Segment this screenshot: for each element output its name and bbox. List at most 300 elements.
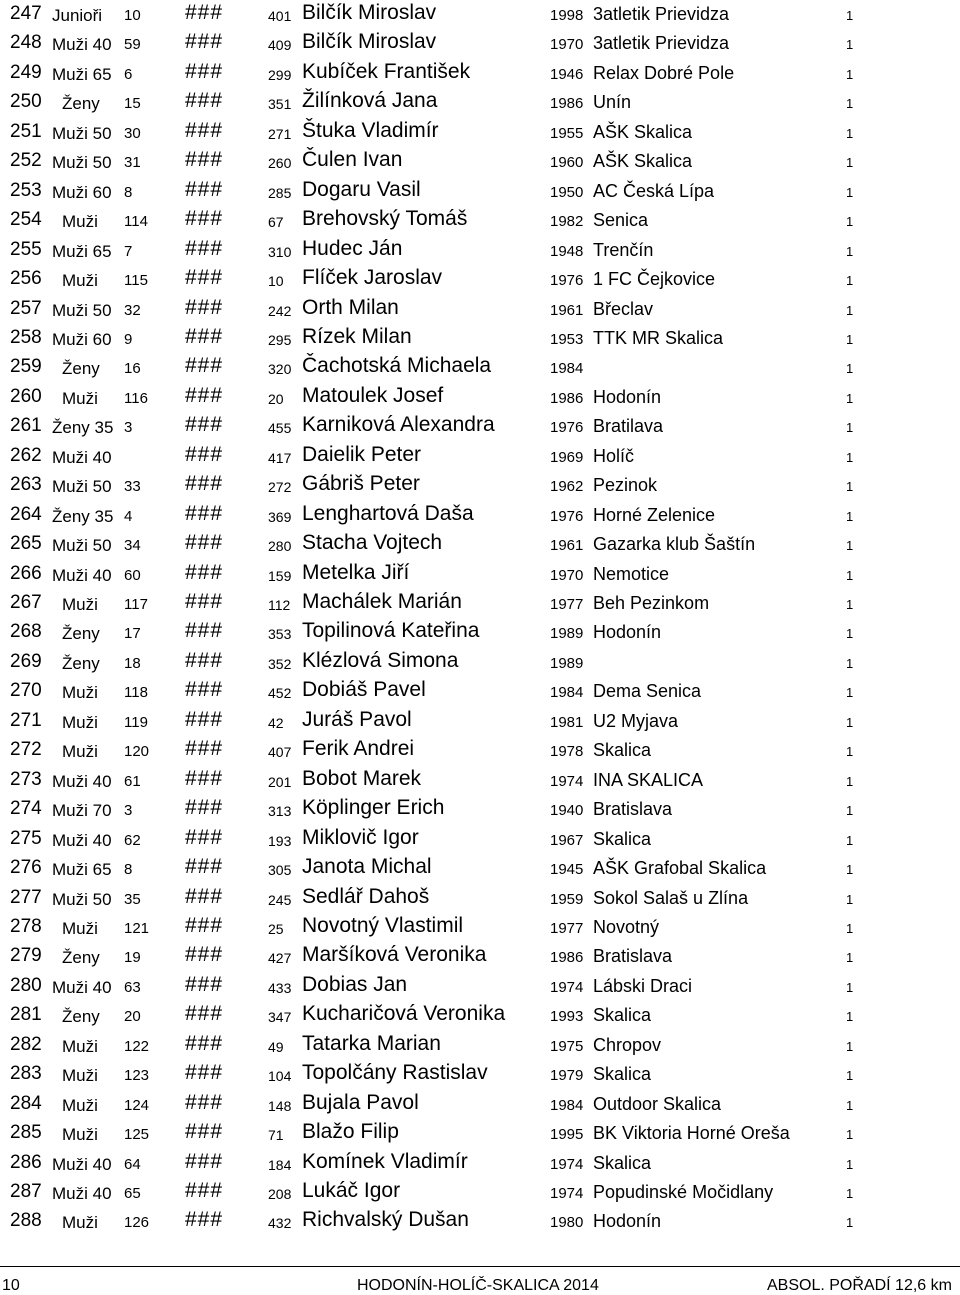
position-cell: 255	[10, 238, 42, 260]
position-cell: 285	[10, 1122, 42, 1144]
club-cell: Holíč	[593, 445, 635, 466]
category-rank-cell: 9	[124, 330, 133, 348]
count-cell: 1	[846, 508, 854, 524]
birth-year-cell: 1967	[550, 831, 584, 849]
runner-name-cell: Metelka Jiří	[302, 560, 410, 584]
start-number-cell: 427	[268, 950, 292, 967]
position-cell: 283	[10, 1063, 42, 1085]
category-rank-cell: 8	[124, 861, 133, 879]
time-cell: ###	[185, 207, 224, 231]
table-row	[0, 649, 960, 678]
category-rank-cell: 64	[124, 1155, 141, 1173]
birth-year-cell: 1986	[550, 389, 584, 407]
birth-year-cell: 1993	[550, 1008, 584, 1026]
position-cell: 261	[10, 415, 42, 437]
category-cell: Ženy 35	[52, 506, 114, 526]
club-cell: AC Česká Lípa	[593, 180, 715, 201]
position-cell: 263	[10, 474, 42, 496]
count-cell: 1	[846, 243, 854, 259]
position-cell: 260	[10, 385, 42, 407]
table-row	[0, 472, 960, 501]
category-cell: Muži 65	[52, 241, 112, 261]
birth-year-cell: 1950	[550, 183, 584, 201]
time-cell: ###	[185, 383, 224, 407]
category-rank-cell: 65	[124, 1185, 141, 1202]
category-cell: Muži	[62, 712, 98, 732]
time-cell: ###	[185, 266, 224, 290]
club-cell: Skalica	[593, 1064, 652, 1085]
table-row	[0, 1032, 960, 1061]
time-cell: ###	[185, 1120, 224, 1144]
category-cell: Muži 40	[52, 447, 112, 467]
table-row	[0, 30, 960, 59]
club-cell: Popudinské Močidlany	[593, 1182, 774, 1202]
birth-year-cell: 1984	[550, 360, 584, 378]
category-rank-cell: 15	[124, 95, 141, 113]
count-cell: 1	[846, 184, 854, 200]
position-cell: 275	[10, 827, 42, 849]
category-rank-cell: 34	[124, 537, 141, 555]
club-cell: Skalica	[593, 1152, 652, 1173]
category-rank-cell: 31	[124, 154, 141, 172]
club-cell: Unín	[593, 92, 632, 113]
position-cell: 251	[10, 120, 42, 142]
runner-name-cell: Richvalský Dušan	[302, 1208, 469, 1232]
category-cell: Muži 50	[52, 153, 112, 173]
birth-year-cell: 1961	[550, 301, 584, 319]
category-rank-cell: 116	[124, 389, 148, 407]
count-cell: 1	[846, 626, 854, 642]
time-cell: ###	[185, 89, 224, 113]
position-cell: 273	[10, 768, 42, 790]
birth-year-cell: 1982	[550, 213, 584, 231]
start-number-cell: 433	[268, 979, 292, 996]
time-cell: ###	[185, 501, 224, 525]
club-cell: 3atletik Prievidza	[593, 33, 730, 54]
start-number-cell: 417	[268, 449, 292, 466]
birth-year-cell: 1981	[550, 713, 584, 731]
category-cell: Junioři	[52, 6, 103, 25]
runner-name-cell: Štuka Vladimír	[302, 118, 439, 142]
position-cell: 272	[10, 739, 42, 761]
time-cell: ###	[185, 560, 224, 584]
birth-year-cell: 1960	[550, 154, 584, 172]
birth-year-cell: 1974	[550, 978, 584, 996]
club-cell: Horné Zelenice	[593, 504, 716, 525]
time-cell: ###	[185, 295, 224, 319]
start-number-cell: 347	[268, 1009, 292, 1026]
position-cell: 270	[10, 680, 42, 702]
category-cell: Muži 60	[52, 329, 112, 349]
count-cell: 1	[846, 1215, 854, 1231]
birth-year-cell: 1977	[550, 919, 584, 937]
category-cell: Ženy	[62, 1007, 100, 1027]
category-rank-cell: 123	[124, 1067, 150, 1085]
position-cell: 282	[10, 1033, 42, 1055]
start-number-cell: 242	[268, 302, 292, 319]
club-cell: 1 FC Čejkovice	[593, 269, 716, 290]
position-cell: 267	[10, 592, 42, 613]
table-row	[0, 384, 960, 413]
position-cell: 268	[10, 621, 42, 643]
birth-year-cell: 1961	[550, 537, 584, 555]
category-cell: Ženy 35	[52, 418, 114, 438]
club-cell: Pezinok	[593, 475, 658, 496]
time-cell: ###	[185, 590, 224, 613]
category-rank-cell: 19	[124, 949, 141, 967]
table-row	[0, 1179, 960, 1208]
position-cell: 279	[10, 945, 42, 967]
position-cell: 266	[10, 562, 42, 584]
table-row	[0, 737, 960, 766]
club-cell: Trenčín	[593, 239, 654, 260]
table-row	[0, 354, 960, 383]
table-row	[0, 1150, 960, 1179]
club-cell: Skalica	[593, 740, 652, 761]
birth-year-cell: 1946	[550, 65, 584, 83]
category-rank-cell: 125	[124, 1126, 150, 1144]
time-cell: ###	[185, 972, 224, 996]
birth-year-cell: 1976	[550, 507, 584, 525]
category-rank-cell: 32	[124, 301, 141, 319]
runner-name-cell: Rízek Milan	[302, 324, 412, 348]
category-rank-cell: 18	[124, 654, 141, 672]
time-cell: ###	[185, 148, 224, 172]
count-cell: 1	[846, 390, 854, 406]
position-cell: 287	[10, 1181, 42, 1202]
start-number-cell: 272	[268, 479, 292, 496]
runner-name-cell: Daielik Peter	[302, 442, 422, 466]
table-row	[0, 708, 960, 737]
category-cell: Muži	[62, 1213, 98, 1233]
club-cell: Bratislava	[593, 946, 673, 967]
table-row	[0, 296, 960, 325]
table-row	[0, 914, 960, 943]
time-cell: ###	[185, 825, 224, 849]
count-cell: 1	[846, 920, 854, 936]
start-number-cell: 310	[268, 243, 292, 260]
category-cell: Muži 50	[52, 300, 112, 320]
position-cell: 265	[10, 533, 42, 555]
birth-year-cell: 1955	[550, 124, 584, 142]
category-rank-cell: 30	[124, 124, 141, 142]
start-number-cell: 295	[268, 331, 292, 348]
time-cell: ###	[185, 30, 224, 54]
runner-name-cell: Brehovský Tomáš	[302, 207, 468, 231]
count-cell: 1	[846, 302, 854, 318]
start-number-cell: 305	[268, 862, 292, 879]
club-cell: Hodonín	[593, 622, 662, 643]
start-number-cell: 280	[268, 538, 292, 555]
position-cell: 258	[10, 326, 42, 348]
position-cell: 264	[10, 503, 42, 525]
category-rank-cell: 3	[124, 419, 133, 437]
club-cell: Skalica	[593, 1005, 652, 1026]
club-cell: Relax Dobré Pole	[593, 62, 735, 83]
position-cell: 247	[10, 3, 42, 24]
position-cell: 254	[10, 209, 42, 231]
category-cell: Muži	[62, 1095, 98, 1115]
birth-year-cell: 1962	[550, 478, 584, 496]
category-rank-cell: 35	[124, 890, 141, 908]
birth-year-cell: 1995	[550, 1126, 584, 1144]
start-number-cell: 271	[268, 125, 292, 142]
runner-name-cell: Čulen Ivan	[302, 148, 403, 172]
count-cell: 1	[846, 538, 854, 554]
category-rank-cell: 20	[124, 1008, 141, 1026]
category-cell: Ženy	[62, 653, 100, 673]
category-cell: Muži	[62, 212, 98, 232]
runner-name-cell: Lenghartová Daša	[302, 501, 474, 525]
category-rank-cell: 117	[124, 596, 148, 613]
category-cell: Muži	[62, 742, 98, 762]
runner-name-cell: Hudec Ján	[302, 236, 403, 260]
runner-name-cell: Köplinger Erich	[302, 796, 445, 820]
club-cell: U2 Myjava	[593, 710, 679, 731]
birth-year-cell: 1970	[550, 566, 584, 584]
runner-name-cell: Stacha Vojtech	[302, 531, 443, 555]
count-cell: 1	[846, 1127, 854, 1143]
count-cell: 1	[846, 125, 854, 141]
time-cell: ###	[185, 619, 224, 643]
time-cell: ###	[185, 796, 224, 820]
time-cell: ###	[185, 766, 224, 790]
count-cell: 1	[846, 655, 854, 671]
count-cell: 1	[846, 479, 854, 495]
time-cell: ###	[185, 236, 224, 260]
club-cell: BK Viktoria Horné Oreša	[593, 1123, 790, 1144]
footer-divider	[0, 1266, 960, 1267]
runner-name-cell: Flíček Jaroslav	[302, 266, 443, 290]
count-cell: 1	[846, 567, 854, 583]
start-number-cell: 313	[268, 803, 292, 820]
position-cell: 269	[10, 650, 42, 672]
position-cell: 280	[10, 974, 42, 996]
time-cell: ###	[185, 1061, 224, 1085]
club-cell: TTK MR Skalica	[593, 327, 724, 348]
table-row	[0, 413, 960, 442]
category-cell: Muži 65	[52, 64, 112, 84]
category-rank-cell: 16	[124, 360, 141, 378]
start-number-cell: 49	[268, 1038, 284, 1055]
table-row	[0, 237, 960, 266]
runner-name-cell: Tatarka Marian	[302, 1031, 441, 1055]
birth-year-cell: 1974	[550, 1155, 584, 1173]
category-rank-cell: 3	[124, 802, 133, 820]
position-cell: 259	[10, 356, 42, 378]
category-rank-cell: 62	[124, 831, 141, 849]
birth-year-cell: 1970	[550, 36, 584, 54]
position-cell: 271	[10, 709, 42, 731]
table-row	[0, 1208, 960, 1237]
runner-name-cell: Lukáč Igor	[302, 1179, 401, 1202]
category-cell: Muži	[62, 271, 98, 291]
runner-name-cell: Matoulek Josef	[302, 383, 444, 407]
club-cell: AŠK Grafobal Skalica	[593, 858, 767, 879]
club-cell: AŠK Skalica	[593, 121, 693, 142]
category-cell: Muži 40	[52, 771, 112, 791]
count-cell: 1	[846, 8, 854, 23]
position-cell: 253	[10, 179, 42, 201]
time-cell: ###	[185, 177, 224, 201]
category-rank-cell: 60	[124, 566, 141, 584]
time-cell: ###	[185, 1002, 224, 1026]
position-cell: 278	[10, 915, 42, 937]
category-rank-cell: 7	[124, 242, 133, 260]
position-cell: 286	[10, 1151, 42, 1173]
birth-year-cell: 1998	[550, 7, 584, 24]
category-cell: Muži	[62, 1036, 98, 1056]
position-cell: 277	[10, 886, 42, 908]
count-cell: 1	[846, 420, 854, 436]
start-number-cell: 320	[268, 361, 292, 378]
category-cell: Ženy	[62, 948, 100, 968]
category-rank-cell: 17	[124, 625, 141, 643]
start-number-cell: 351	[268, 96, 292, 113]
runner-name-cell: Topolčány Rastislav	[302, 1061, 488, 1085]
table-row	[0, 178, 960, 207]
club-cell: Bratislava	[593, 799, 673, 820]
club-cell: Hodonín	[593, 386, 662, 407]
birth-year-cell: 1953	[550, 330, 584, 348]
position-cell: 249	[10, 61, 42, 83]
category-cell: Ženy	[62, 94, 100, 114]
runner-name-cell: Maršíková Veronika	[302, 943, 487, 967]
count-cell: 1	[846, 37, 854, 53]
category-rank-cell: 10	[124, 7, 141, 24]
time-cell: ###	[185, 707, 224, 731]
runner-name-cell: Karniková Alexandra	[302, 413, 495, 437]
time-cell: ###	[185, 118, 224, 142]
start-number-cell: 42	[268, 714, 284, 731]
category-rank-cell: 8	[124, 183, 133, 201]
category-cell: Muži 40	[52, 977, 112, 997]
table-row	[0, 443, 960, 472]
count-cell: 1	[846, 96, 854, 112]
start-number-cell: 67	[268, 214, 284, 231]
count-cell: 1	[846, 273, 854, 289]
start-number-cell: 71	[268, 1127, 284, 1144]
time-cell: ###	[185, 1149, 224, 1173]
start-number-cell: 25	[268, 920, 284, 937]
category-cell: Muži 50	[52, 536, 112, 556]
start-number-cell: 299	[268, 66, 292, 83]
table-row	[0, 1, 960, 30]
time-cell: ###	[185, 1090, 224, 1114]
start-number-cell: 409	[268, 37, 292, 54]
table-row	[0, 973, 960, 1002]
time-cell: ###	[185, 324, 224, 348]
count-cell: 1	[846, 66, 854, 82]
count-cell: 1	[846, 979, 854, 995]
birth-year-cell: 1989	[550, 625, 584, 643]
category-cell: Muži 50	[52, 889, 112, 909]
count-cell: 1	[846, 1068, 854, 1084]
birth-year-cell: 1974	[550, 772, 584, 790]
table-row	[0, 325, 960, 354]
start-number-cell: 432	[268, 1215, 292, 1232]
category-rank-cell: 6	[124, 65, 133, 83]
category-cell: Muži	[62, 1066, 98, 1086]
birth-year-cell: 1969	[550, 448, 584, 466]
count-cell: 1	[846, 891, 854, 907]
runner-name-cell: Bujala Pavol	[302, 1090, 419, 1114]
table-row	[0, 207, 960, 236]
category-cell: Muži 65	[52, 860, 112, 880]
category-cell: Muži	[62, 1125, 98, 1145]
count-cell: 1	[846, 1186, 854, 1201]
time-cell: ###	[185, 59, 224, 83]
start-number-cell: 407	[268, 744, 292, 761]
start-number-cell: 352	[268, 655, 292, 672]
table-row	[0, 561, 960, 590]
runner-name-cell: Komínek Vladimír	[302, 1149, 468, 1173]
start-number-cell: 353	[268, 626, 292, 643]
runner-name-cell: Blažo Filip	[302, 1120, 399, 1144]
start-number-cell: 452	[268, 685, 292, 702]
club-cell: Skalica	[593, 828, 652, 849]
start-number-cell: 369	[268, 508, 292, 525]
club-cell: Bratilava	[593, 416, 664, 437]
category-rank-cell: 63	[124, 978, 141, 996]
category-rank-cell: 119	[124, 713, 148, 731]
time-cell: ###	[185, 1179, 224, 1202]
runner-name-cell: Sedlář Dahoš	[302, 884, 430, 908]
runner-name-cell: Bilčík Miroslav	[302, 30, 437, 54]
count-cell: 1	[846, 449, 854, 465]
table-row	[0, 1120, 960, 1149]
birth-year-cell: 1976	[550, 419, 584, 437]
time-cell: ###	[185, 855, 224, 879]
table-row	[0, 826, 960, 855]
time-cell: ###	[185, 531, 224, 555]
birth-year-cell: 1989	[550, 654, 584, 672]
club-cell: Beh Pezinkom	[593, 593, 710, 613]
start-number-cell: 260	[268, 155, 292, 172]
count-cell: 1	[846, 1156, 854, 1172]
club-cell: Lábski Draci	[593, 975, 693, 996]
birth-year-cell: 1977	[550, 596, 584, 613]
time-cell: ###	[185, 648, 224, 672]
birth-year-cell: 1948	[550, 242, 584, 260]
runner-name-cell: Dobias Jan	[302, 972, 408, 996]
birth-year-cell: 1986	[550, 95, 584, 113]
count-cell: 1	[846, 214, 854, 230]
birth-year-cell: 1945	[550, 861, 584, 879]
runner-name-cell: Bilčík Miroslav	[302, 1, 437, 24]
count-cell: 1	[846, 685, 854, 701]
category-cell: Muži 50	[52, 123, 112, 143]
category-cell: Muži 40	[52, 1154, 112, 1174]
start-number-cell: 112	[268, 597, 291, 613]
birth-year-cell: 1974	[550, 1185, 584, 1202]
time-cell: ###	[185, 913, 224, 937]
time-cell: ###	[185, 354, 224, 378]
category-cell: Muži	[62, 683, 98, 703]
count-cell: 1	[846, 1097, 854, 1113]
club-cell: Chropov	[593, 1034, 662, 1055]
birth-year-cell: 1984	[550, 684, 584, 702]
count-cell: 1	[846, 331, 854, 347]
table-row	[0, 590, 960, 619]
category-cell: Muži 40	[52, 565, 112, 585]
club-cell: Sokol Salaš u Zlína	[593, 887, 749, 908]
table-row	[0, 678, 960, 707]
start-number-cell: 401	[268, 8, 292, 24]
category-cell: Muži 60	[52, 182, 112, 202]
table-row	[0, 148, 960, 177]
birth-year-cell: 1978	[550, 743, 584, 761]
